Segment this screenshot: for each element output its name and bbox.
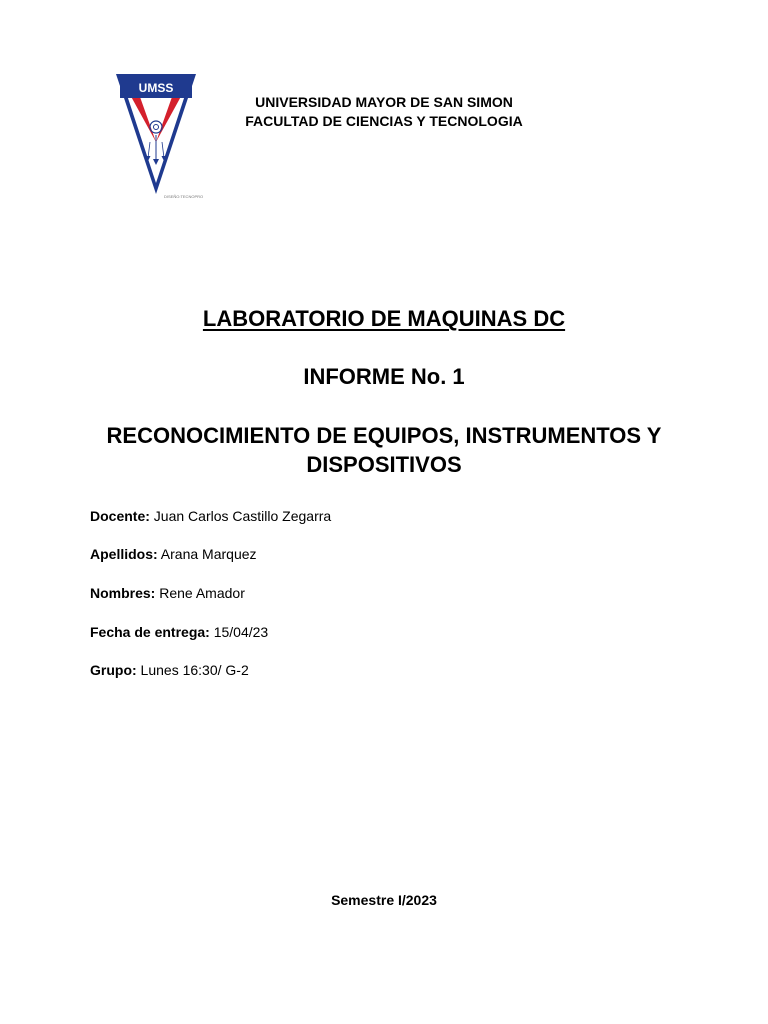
report-topic: RECONOCIMIENTO DE EQUIPOS, INSTRUMENTOS Y DISPOSITIVOS [106, 423, 662, 477]
field-apellidos [90, 546, 257, 562]
semester-footer: Semestre I/2023 [331, 892, 437, 908]
field-nombres-label: Nombres: [90, 585, 156, 601]
field-apellidos-value: Arana Marquez [160, 546, 257, 562]
field-docente-label: Docente: [90, 508, 150, 524]
lab-title-text: LABORATORIO DE MAQUINAS DC [202, 306, 566, 331]
field-fecha-value: 15/04/23 [213, 624, 269, 640]
logo-caption: DISEÑO:TECNOPRO [164, 194, 204, 199]
field-grupo-value: Lunes 16:30/ G-2 [140, 662, 249, 678]
logo-acronym: UMSS [138, 81, 174, 95]
field-docente [90, 508, 331, 524]
faculty-name: FACULTAD DE CIENCIAS Y TECNOLOGIA [245, 113, 523, 129]
field-fecha [90, 624, 268, 640]
field-grupo [90, 662, 249, 678]
lab-title [0, 306, 768, 332]
field-docente-value: Juan Carlos Castillo Zegarra [153, 508, 332, 524]
report-number: INFORME No. 1 [303, 364, 465, 389]
umss-logo [112, 70, 212, 205]
field-nombres [90, 585, 245, 601]
university-name: UNIVERSIDAD MAYOR DE SAN SIMON [255, 94, 513, 110]
field-nombres-value: Rene Amador [159, 585, 245, 601]
university-header [184, 93, 584, 131]
field-fecha-label: Fecha de entrega: [90, 624, 210, 640]
field-apellidos-label: Apellidos: [90, 546, 158, 562]
field-grupo-label: Grupo: [90, 662, 137, 678]
